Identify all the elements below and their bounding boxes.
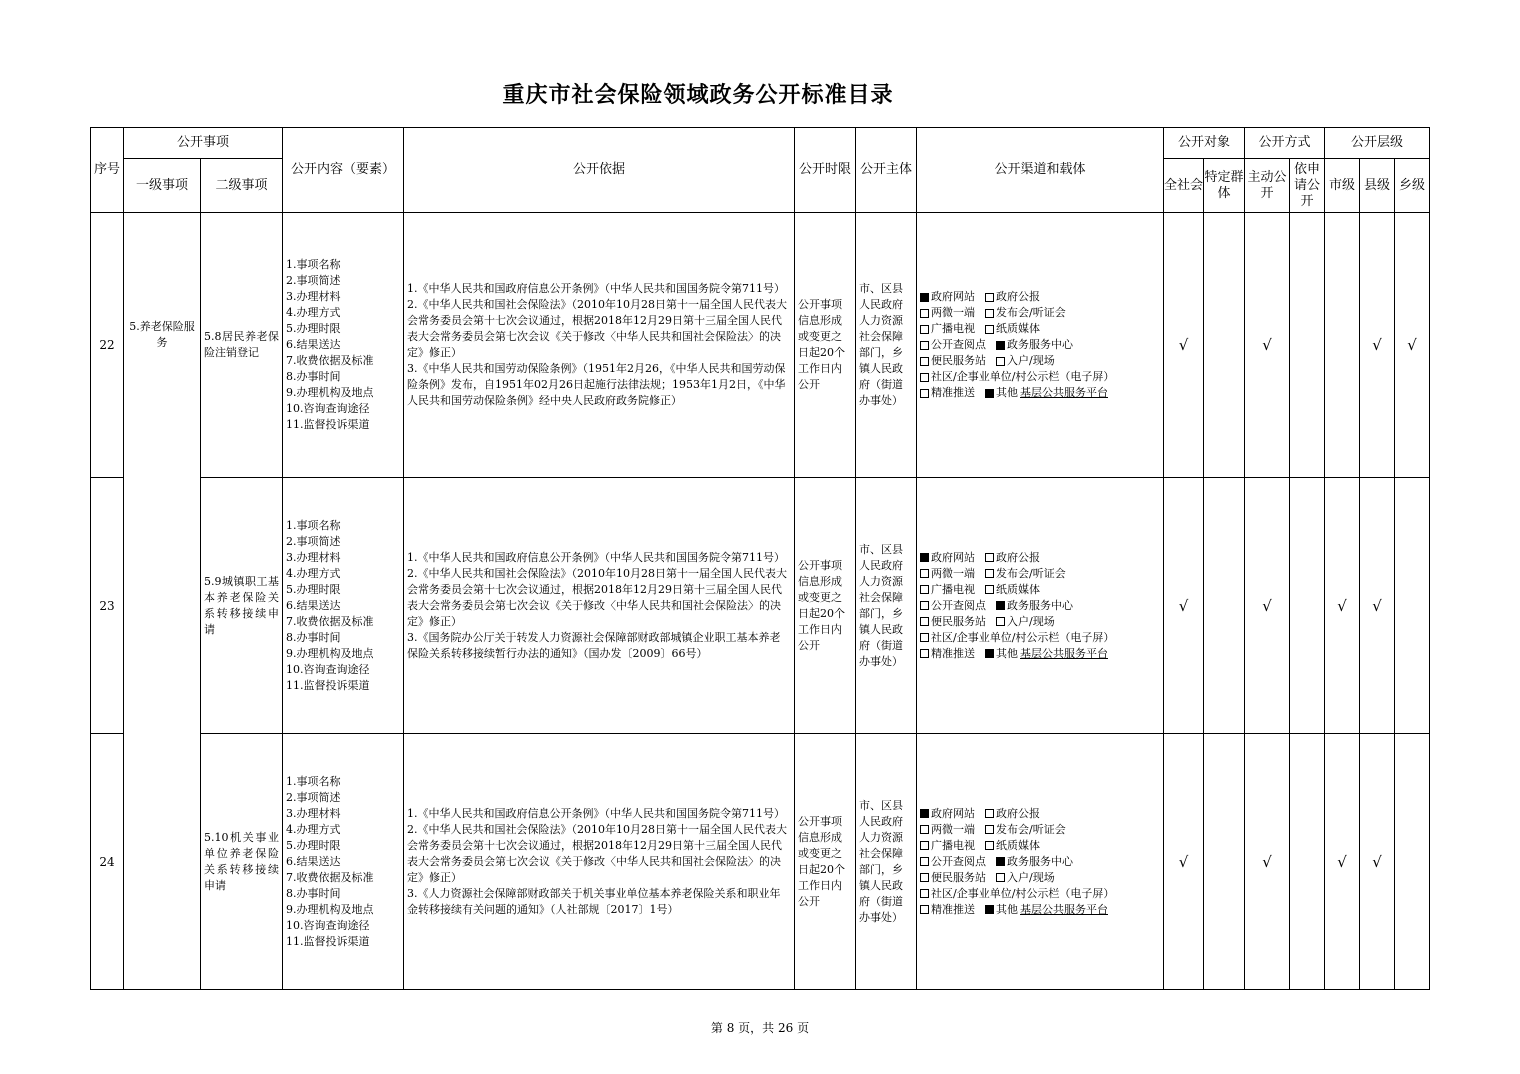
channel-press	[985, 822, 1066, 838]
channel-other-value: 基层公共服务平台	[1020, 902, 1108, 916]
check-level-city: √	[1325, 478, 1360, 734]
channel-label: 其他	[996, 646, 1018, 660]
channel-label: 政务服务中心	[1007, 598, 1073, 612]
check-mode-apply	[1290, 478, 1325, 734]
channel-label: 政务服务中心	[1007, 338, 1073, 351]
channel-service_station	[920, 353, 986, 369]
channel-door_site	[996, 353, 1055, 369]
channel-door_site	[996, 614, 1055, 630]
channel-bulletin	[920, 369, 1114, 385]
channel-service_station	[920, 870, 986, 886]
content-item: 7.收费依据及标准	[286, 870, 374, 884]
channel-label: 精准推送	[931, 902, 975, 916]
checkbox-icon	[985, 809, 994, 818]
content-item: 9.办理机构及地点	[286, 386, 374, 399]
check-mode-active: √	[1245, 213, 1290, 478]
channel-precise	[920, 902, 975, 918]
basis-item: 1.《中华人民共和国政府信息公开条例》（中华人民共和国国务院令第711号）	[407, 550, 785, 564]
header-channels: 公开渠道和载体	[917, 128, 1164, 213]
checkbox-icon	[920, 293, 929, 302]
channel-label: 社区/企事业单位/村公示栏（电子屏）	[931, 370, 1115, 383]
channel-label: 其他	[996, 386, 1018, 399]
checkbox-icon	[996, 617, 1005, 626]
checkbox-icon	[985, 585, 994, 594]
channel-label: 入户/现场	[1007, 614, 1055, 628]
header-subject: 公开主体	[856, 128, 917, 213]
checkbox-icon	[985, 553, 994, 562]
content-item: 7.收费依据及标准	[286, 354, 374, 367]
header-seq: 序号	[91, 128, 124, 213]
channel-gov_gazette	[985, 806, 1040, 822]
checkbox-icon	[920, 357, 929, 366]
channel-label: 政务服务中心	[1007, 854, 1073, 868]
level2-item: 5.8居民养老保险注销登记	[201, 213, 283, 478]
row-seq: 23	[91, 478, 124, 734]
table-row	[91, 734, 1430, 990]
channel-gov_site	[920, 550, 975, 566]
page-footer: 第 8 页，共 26 页	[710, 1021, 810, 1035]
header-mode: 公开方式	[1245, 128, 1325, 159]
content-item: 1.事项名称	[286, 774, 341, 788]
channel-bulletin	[920, 630, 1114, 646]
checkbox-icon	[985, 649, 994, 658]
checkbox-icon	[985, 825, 994, 834]
checkbox-icon	[920, 309, 929, 318]
basis-list	[404, 734, 795, 990]
content-item: 10.咨询查询途径	[286, 402, 370, 415]
header-level-town: 乡级	[1395, 159, 1430, 213]
channel-label: 发布会/听证会	[996, 822, 1066, 836]
checkbox-icon	[996, 601, 1005, 610]
channel-other	[985, 646, 1108, 662]
time-limit: 公开事项信息形成或变更之日起20个工作日内公开	[795, 478, 856, 734]
level1-item: 5.养老保险服务	[124, 213, 201, 990]
check-level-town	[1395, 734, 1430, 990]
checkbox-icon	[920, 325, 929, 334]
check-target-all: √	[1164, 478, 1204, 734]
header-level: 公开层级	[1325, 128, 1430, 159]
channel-label: 发布会/听证会	[996, 566, 1066, 580]
channel-service_center	[996, 337, 1073, 353]
content-item: 9.办理机构及地点	[286, 902, 374, 916]
channels	[917, 734, 1164, 990]
channel-two_micro	[920, 566, 975, 582]
checkbox-icon	[996, 341, 1005, 350]
checkbox-icon	[985, 309, 994, 318]
checkbox-icon	[920, 857, 929, 866]
channel-two_micro	[920, 822, 975, 838]
header-mode-active: 主动公开	[1245, 159, 1290, 213]
content-list	[283, 213, 404, 478]
header-mode-apply: 依申请公开	[1290, 159, 1325, 213]
checkbox-icon	[985, 325, 994, 334]
channel-other	[985, 385, 1108, 401]
time-limit: 公开事项信息形成或变更之日起20个工作日内公开	[795, 213, 856, 478]
channel-other-value: 基层公共服务平台	[1020, 386, 1108, 399]
content-item: 8.办事时间	[286, 370, 341, 383]
channel-label: 政府网站	[931, 806, 975, 820]
page-title: 重庆市社会保险领域政务公开标准目录	[502, 82, 894, 108]
content-list	[283, 734, 404, 990]
content-item: 1.事项名称	[286, 518, 341, 532]
channel-label: 纸质媒体	[996, 838, 1040, 852]
header-level2: 二级事项	[201, 159, 283, 213]
check-level-city: √	[1325, 734, 1360, 990]
check-mode-active: √	[1245, 734, 1290, 990]
content-item: 2.事项简述	[286, 274, 341, 287]
header-target-group: 特定群体	[1204, 159, 1245, 213]
checkbox-icon	[920, 585, 929, 594]
channel-label: 公开查阅点	[931, 854, 986, 868]
header-level1: 一级事项	[124, 159, 201, 213]
checkbox-icon	[985, 389, 994, 398]
check-target-all: √	[1164, 734, 1204, 990]
channel-two_micro	[920, 305, 975, 321]
check-level-town: √	[1395, 213, 1430, 478]
header-level-city: 市级	[1325, 159, 1360, 213]
content-item: 7.收费依据及标准	[286, 614, 374, 628]
channel-service_center	[996, 854, 1073, 870]
checkbox-icon	[920, 889, 929, 898]
channel-label: 便民服务站	[931, 614, 986, 628]
header-level-county: 县级	[1360, 159, 1395, 213]
row-seq: 24	[91, 734, 124, 990]
check-target-group	[1204, 734, 1245, 990]
channel-label: 公开查阅点	[931, 598, 986, 612]
channel-label: 政府公报	[996, 806, 1040, 820]
checkbox-icon	[920, 809, 929, 818]
channel-gov_site	[920, 289, 975, 305]
content-item: 6.结果送达	[286, 598, 341, 612]
level2-item: 5.9城镇职工基本养老保险关系转移接续申请	[201, 478, 283, 734]
header-target: 公开对象	[1164, 128, 1245, 159]
header-basis: 公开依据	[404, 128, 795, 213]
basis-item: 3.《中华人民共和国劳动保险条例》（1951年2月26，《中华人民共和国劳动保险条例》发布，自1951年02月26日起施行法律法规；1953年1月2日，《中华人民共和国劳动保险条例》经中央人民政府政务院修正）	[407, 362, 786, 407]
content-item: 6.结果送达	[286, 338, 341, 351]
channel-label: 入户/现场	[1007, 870, 1055, 884]
channel-door_site	[996, 870, 1055, 886]
channel-label: 入户/现场	[1007, 354, 1055, 367]
checkbox-icon	[920, 905, 929, 914]
channel-label: 广播电视	[931, 582, 975, 596]
checkbox-icon	[920, 569, 929, 578]
channel-paper	[985, 582, 1040, 598]
basis-item: 2.《中华人民共和国社会保险法》（2010年10月28日第十一届全国人民代表大会常务委员会第十七次会议通过，根据2018年12月29日第十三届全国人民代表大会常务委员会第七次会议《关于修改〈中华人民共和国社会保险法〉的决定》修正）	[407, 566, 787, 628]
channels	[917, 213, 1164, 478]
basis-item: 2.《中华人民共和国社会保险法》（2010年10月28日第十一届全国人民代表大会常务委员会第十七次会议通过，根据2018年12月29日第十三届全国人民代表大会常务委员会第七次会议《关于修改〈中华人民共和国社会保险法〉的决定》修正）	[407, 822, 787, 884]
channel-label: 社区/企事业单位/村公示栏（电子屏）	[931, 886, 1115, 900]
check-target-group	[1204, 213, 1245, 478]
check-target-all: √	[1164, 213, 1204, 478]
content-item: 1.事项名称	[286, 258, 341, 271]
channel-gov_gazette	[985, 550, 1040, 566]
channel-reading_point	[920, 854, 986, 870]
checkbox-icon	[985, 905, 994, 914]
channel-other-value: 基层公共服务平台	[1020, 646, 1108, 660]
subject: 市、区县人民政府人力资源社会保障部门，乡镇人民政府（街道办事处）	[856, 213, 917, 478]
channel-press	[985, 566, 1066, 582]
content-item: 8.办事时间	[286, 630, 341, 644]
channel-precise	[920, 385, 975, 401]
check-mode-apply	[1290, 734, 1325, 990]
table-row	[91, 213, 1430, 478]
content-item: 4.办理方式	[286, 566, 341, 580]
check-level-town	[1395, 478, 1430, 734]
table-row	[91, 478, 1430, 734]
content-item: 11.监督投诉渠道	[286, 418, 370, 431]
channel-label: 政府公报	[996, 550, 1040, 564]
level2-item: 5.10机关事业单位养老保险关系转移接续申请	[201, 734, 283, 990]
channel-service_center	[996, 598, 1073, 614]
channel-label: 精准推送	[931, 386, 975, 399]
time-limit: 公开事项信息形成或变更之日起20个工作日内公开	[795, 734, 856, 990]
content-list	[283, 478, 404, 734]
channel-label: 政府网站	[931, 290, 975, 303]
channel-paper	[985, 838, 1040, 854]
basis-list	[404, 478, 795, 734]
channels	[917, 478, 1164, 734]
content-item: 2.事项简述	[286, 534, 341, 548]
check-level-county: √	[1360, 213, 1395, 478]
header-time-limit: 公开时限	[795, 128, 856, 213]
channel-service_station	[920, 614, 986, 630]
content-item: 2.事项简述	[286, 790, 341, 804]
channel-reading_point	[920, 598, 986, 614]
check-mode-active: √	[1245, 478, 1290, 734]
channel-reading_point	[920, 337, 986, 353]
checkbox-icon	[920, 601, 929, 610]
basis-item: 3.《人力资源社会保障部财政部关于机关事业单位基本养老保险关系和职业年金转移接续有关问题的通知》（人社部规〔2017〕1号）	[407, 886, 781, 916]
channel-label: 两微一端	[931, 822, 975, 836]
content-item: 3.办理材料	[286, 550, 341, 564]
channel-label: 其他	[996, 902, 1018, 916]
checkbox-icon	[920, 341, 929, 350]
channel-broadcast	[920, 321, 975, 337]
content-item: 5.办理时限	[286, 322, 341, 335]
checkbox-icon	[996, 357, 1005, 366]
channel-label: 便民服务站	[931, 870, 986, 884]
channel-label: 便民服务站	[931, 354, 986, 367]
checkbox-icon	[920, 617, 929, 626]
checkbox-icon	[985, 569, 994, 578]
header-content: 公开内容（要素）	[283, 128, 404, 213]
channel-label: 两微一端	[931, 306, 975, 319]
content-item: 10.咨询查询途径	[286, 918, 370, 932]
checkbox-icon	[985, 293, 994, 302]
content-item: 9.办理机构及地点	[286, 646, 374, 660]
subject: 市、区县人民政府人力资源社会保障部门，乡镇人民政府（街道办事处）	[856, 478, 917, 734]
channel-label: 社区/企事业单位/村公示栏（电子屏）	[931, 630, 1115, 644]
checkbox-icon	[920, 825, 929, 834]
content-item: 4.办理方式	[286, 306, 341, 319]
content-item: 5.办理时限	[286, 582, 341, 596]
channel-gov_gazette	[985, 289, 1040, 305]
channel-label: 纸质媒体	[996, 582, 1040, 596]
basis-item: 3.《国务院办公厅关于转发人力资源社会保障部财政部城镇企业职工基本养老保险关系转移接续暂行办法的通知》（国办发〔2009〕66号）	[407, 630, 781, 660]
channel-label: 广播电视	[931, 838, 975, 852]
channel-paper	[985, 321, 1040, 337]
content-item: 3.办理材料	[286, 290, 341, 303]
header-target-all: 全社会	[1164, 159, 1204, 213]
channel-label: 政府公报	[996, 290, 1040, 303]
content-item: 10.咨询查询途径	[286, 662, 370, 676]
channel-label: 精准推送	[931, 646, 975, 660]
checkbox-icon	[920, 841, 929, 850]
catalog-table	[90, 127, 1430, 990]
channel-precise	[920, 646, 975, 662]
channel-label: 发布会/听证会	[996, 306, 1066, 319]
channel-gov_site	[920, 806, 975, 822]
channel-label: 公开查阅点	[931, 338, 986, 351]
basis-item: 2.《中华人民共和国社会保险法》（2010年10月28日第十一届全国人民代表大会常务委员会第十七次会议通过，根据2018年12月29日第十三届全国人民代表大会常务委员会第七次会议《关于修改〈中华人民共和国社会保险法〉的决定》修正）	[407, 298, 787, 359]
content-item: 6.结果送达	[286, 854, 341, 868]
channel-label: 政府网站	[931, 550, 975, 564]
checkbox-icon	[920, 553, 929, 562]
subject: 市、区县人民政府人力资源社会保障部门，乡镇人民政府（街道办事处）	[856, 734, 917, 990]
channel-bulletin	[920, 886, 1114, 902]
checkbox-icon	[996, 873, 1005, 882]
basis-item: 1.《中华人民共和国政府信息公开条例》（中华人民共和国国务院令第711号）	[407, 806, 785, 820]
channel-label: 两微一端	[931, 566, 975, 580]
channel-label: 广播电视	[931, 322, 975, 335]
checkbox-icon	[920, 633, 929, 642]
check-target-group	[1204, 478, 1245, 734]
content-item: 8.办事时间	[286, 886, 341, 900]
check-mode-apply	[1290, 213, 1325, 478]
checkbox-icon	[920, 873, 929, 882]
channel-press	[985, 305, 1066, 321]
checkbox-icon	[920, 389, 929, 398]
checkbox-icon	[985, 841, 994, 850]
check-level-county: √	[1360, 734, 1395, 990]
content-item: 3.办理材料	[286, 806, 341, 820]
check-level-city	[1325, 213, 1360, 478]
check-level-county: √	[1360, 478, 1395, 734]
basis-list	[404, 213, 795, 478]
content-item: 4.办理方式	[286, 822, 341, 836]
header-matters: 公开事项	[124, 128, 283, 159]
checkbox-icon	[920, 649, 929, 658]
checkbox-icon	[996, 857, 1005, 866]
channel-broadcast	[920, 582, 975, 598]
content-item: 11.监督投诉渠道	[286, 934, 370, 948]
channel-other	[985, 902, 1108, 918]
channel-broadcast	[920, 838, 975, 854]
checkbox-icon	[920, 373, 929, 382]
basis-item: 1.《中华人民共和国政府信息公开条例》（中华人民共和国国务院令第711号）	[407, 282, 785, 295]
content-item: 11.监督投诉渠道	[286, 678, 370, 692]
channel-label: 纸质媒体	[996, 322, 1040, 335]
row-seq: 22	[91, 213, 124, 478]
content-item: 5.办理时限	[286, 838, 341, 852]
